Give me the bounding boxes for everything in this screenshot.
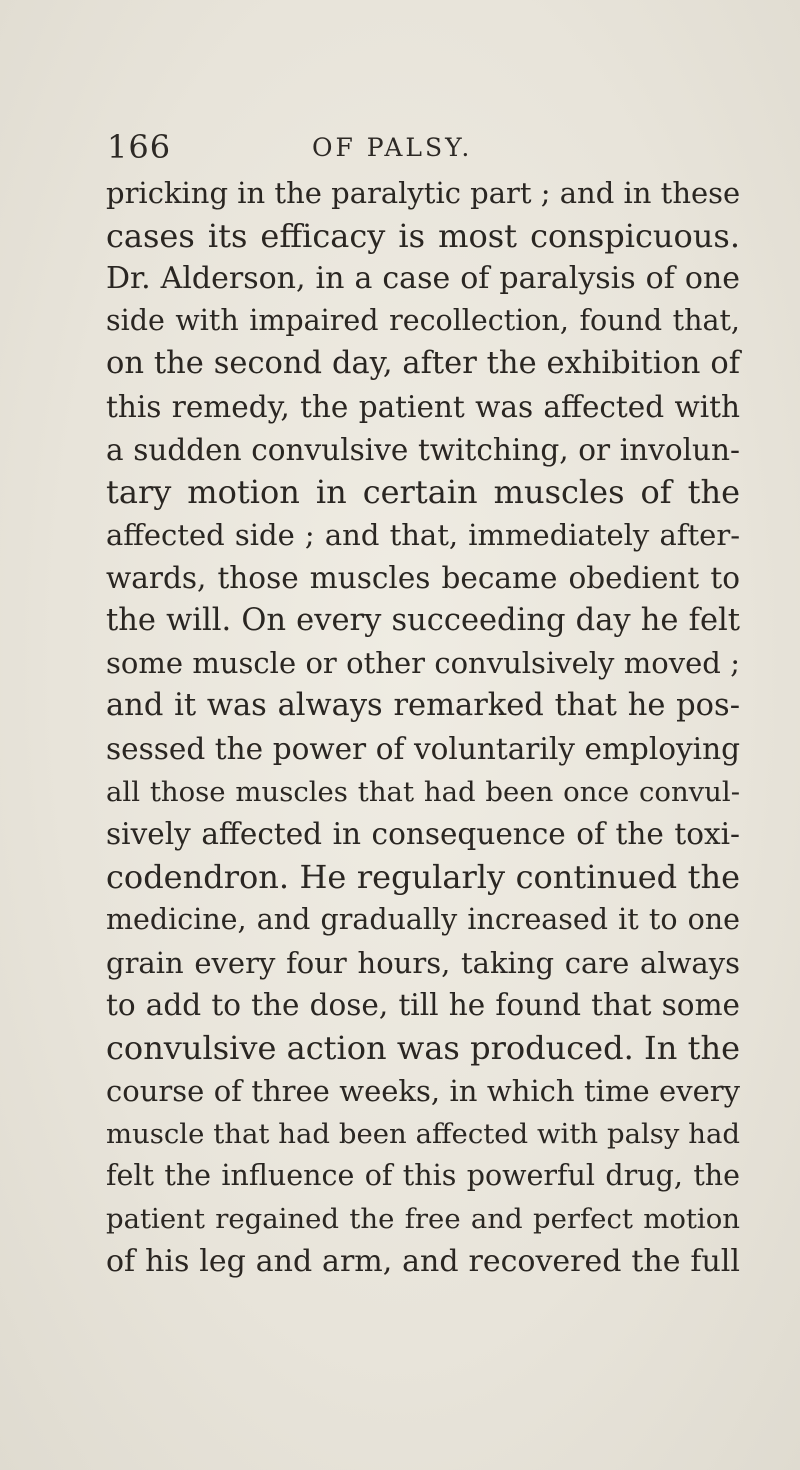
text-line: sively affected in consequence of the toxi- (106, 817, 740, 852)
text-line: pricking in the paralytic part ; and in these (106, 176, 741, 210)
text-line: muscle that had been affected with palsy had (106, 1117, 740, 1150)
text-line: all those muscles that had been once convul- (106, 775, 740, 808)
text-line: wards, those muscles became obedient to (106, 560, 740, 595)
running-title: OF PALSY. (312, 133, 473, 162)
text-line: some muscle or other convulsively moved ; (106, 646, 740, 681)
text-line: cases its efficacy is most conspicuous. (106, 216, 740, 255)
text-line: course of three weeks, in which time every (106, 1073, 740, 1108)
text-line: felt the influence of this powerful drug, the (106, 1159, 740, 1193)
running-head (107, 128, 747, 168)
text-line: medicine, and gradually increased it to one (106, 902, 740, 936)
text-line: grain every four hours, taking care always (106, 945, 740, 980)
text-line: on the second day, after the exhibition of (106, 346, 740, 381)
text-line: side with impaired recollection, found that, (106, 304, 740, 338)
text-line: affected side ; and that, immediately after- (106, 518, 740, 552)
text-line: to add to the dose, till he found that some (106, 988, 740, 1023)
text-line: Dr. Alderson, in a case of paralysis of one (106, 260, 740, 296)
body-text (106, 172, 740, 1284)
text-line: and it was always remarked that he pos- (106, 688, 740, 723)
text-line: patient regained the free and perfect motion (106, 1203, 740, 1235)
text-line: sessed the power of voluntarily employing (106, 731, 740, 766)
text-line: codendron. He regularly continued the (106, 858, 740, 896)
text-line: convulsive action was produced. In the (106, 1029, 740, 1067)
text-line: of his leg and arm, and recovered the full (106, 1243, 740, 1279)
page-number: 166 (107, 128, 172, 166)
text-line: this remedy, the patient was affected with (106, 389, 740, 424)
text-line: a sudden convulsive twitching, or involun- (106, 432, 740, 467)
text-line: tary motion in certain muscles of the (106, 473, 740, 512)
text-line: the will. On every succeeding day he felt (106, 602, 740, 638)
